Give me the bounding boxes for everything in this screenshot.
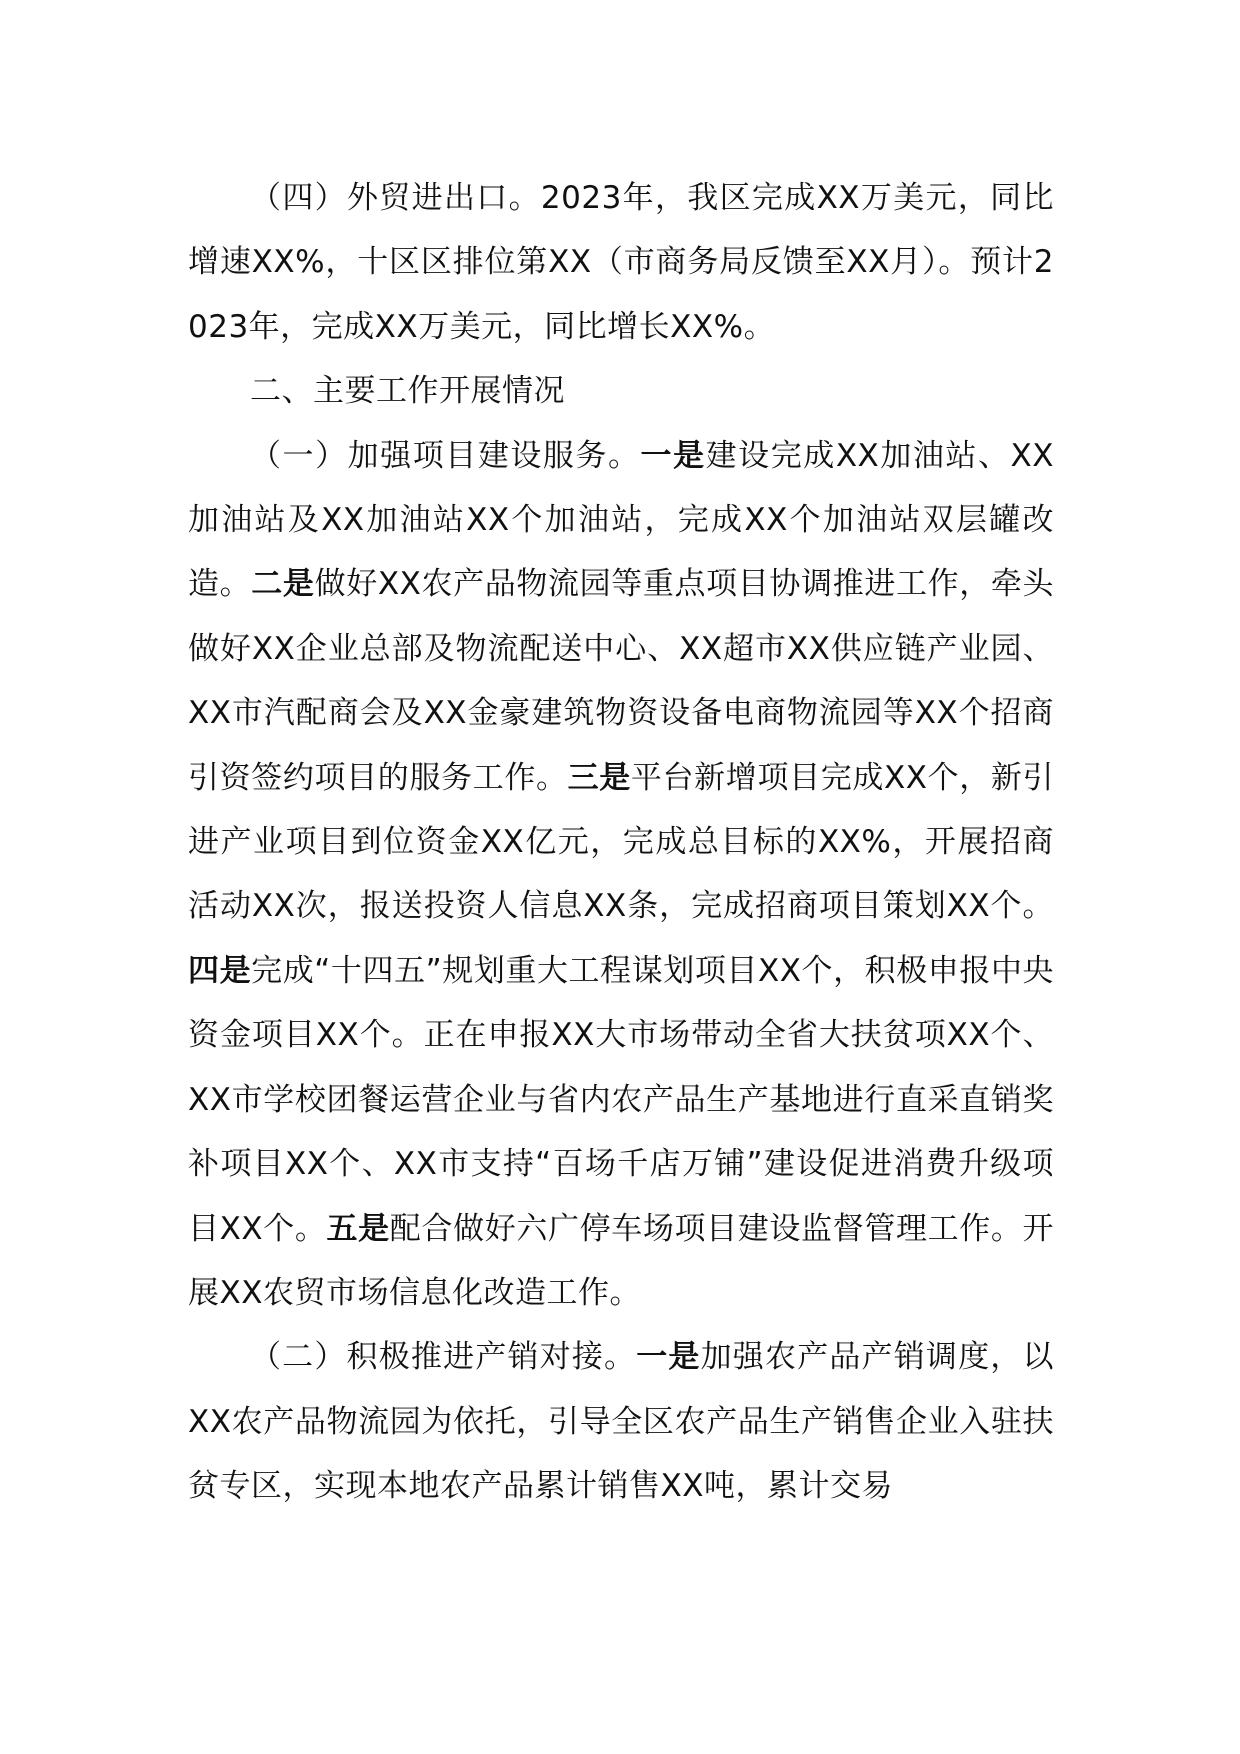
paragraph-project-service bbox=[188, 424, 1054, 1326]
point-text-one: 建设完成XX加油站、XX加油站及XX加油站XX个加油站，完成XX个加油站双层罐改造。 bbox=[188, 437, 1054, 603]
point-marker-one: 一是 bbox=[636, 1339, 701, 1376]
subsection-heading-project-service: （一）加强项目建设服务。 bbox=[250, 437, 641, 474]
paragraph-foreign-trade: （四）外贸进出口。2023年，我区完成XX万美元，同比增速XX%，十区区排位第XX（市商务局反馈至XX月）。预计2023年，完成XX万美元，同比增长XX%。 bbox=[188, 180, 1054, 345]
point-marker-two: 二是 bbox=[251, 566, 315, 603]
point-text-five: 配合做好六广停车场项目建设监督管理工作。开展XX农贸市场信息化改造工作。 bbox=[188, 1210, 1054, 1311]
point-marker-one: 一是 bbox=[640, 437, 706, 474]
point-marker-three: 三是 bbox=[567, 759, 631, 796]
point-text-two: 做好XX农产品物流园等重点项目协调推进工作，牵头做好XX企业总部及物流配送中心、XX超市XX供应链产业园、XX市汽配商会及XX金豪建筑物资设备电商物流园等XX个招商引资签约项目的服务工作。 bbox=[188, 566, 1055, 796]
point-text-one: 加强农产品产销调度，以XX农产品物流园为依托，引导全区农产品生产销售企业入驻扶贫专区，实现本地农产品累计销售XX吨，累计交易 bbox=[188, 1339, 1054, 1505]
document-page bbox=[188, 166, 1054, 1519]
subsection-heading-production-sales: （二）积极推进产销对接。 bbox=[250, 1339, 637, 1376]
point-text-four: 完成“十四五”规划重大工程谋划项目XX个，积极申报中央资金项目XX个。正在申报XX大市场带动全省大扶贫项XX个、XX市学校团餐运营企业与省内农产品生产基地进行直采直销奖补项目XX个、XX市支持“百场千店万铺”建设促进消费升级项目XX个。 bbox=[188, 952, 1055, 1247]
section-heading-main-work: 二、主要工作开展情况 bbox=[250, 373, 565, 410]
paragraph-production-sales bbox=[188, 1325, 1054, 1518]
point-marker-five: 五是 bbox=[326, 1210, 390, 1247]
point-marker-four: 四是 bbox=[188, 952, 252, 989]
point-text-three: 平台新增项目完成XX个，新引进产业项目到位资金XX亿元，完成总目标的XX%，开展招商活动XX次，报送投资人信息XX条，完成招商项目策划XX个。 bbox=[188, 759, 1055, 925]
